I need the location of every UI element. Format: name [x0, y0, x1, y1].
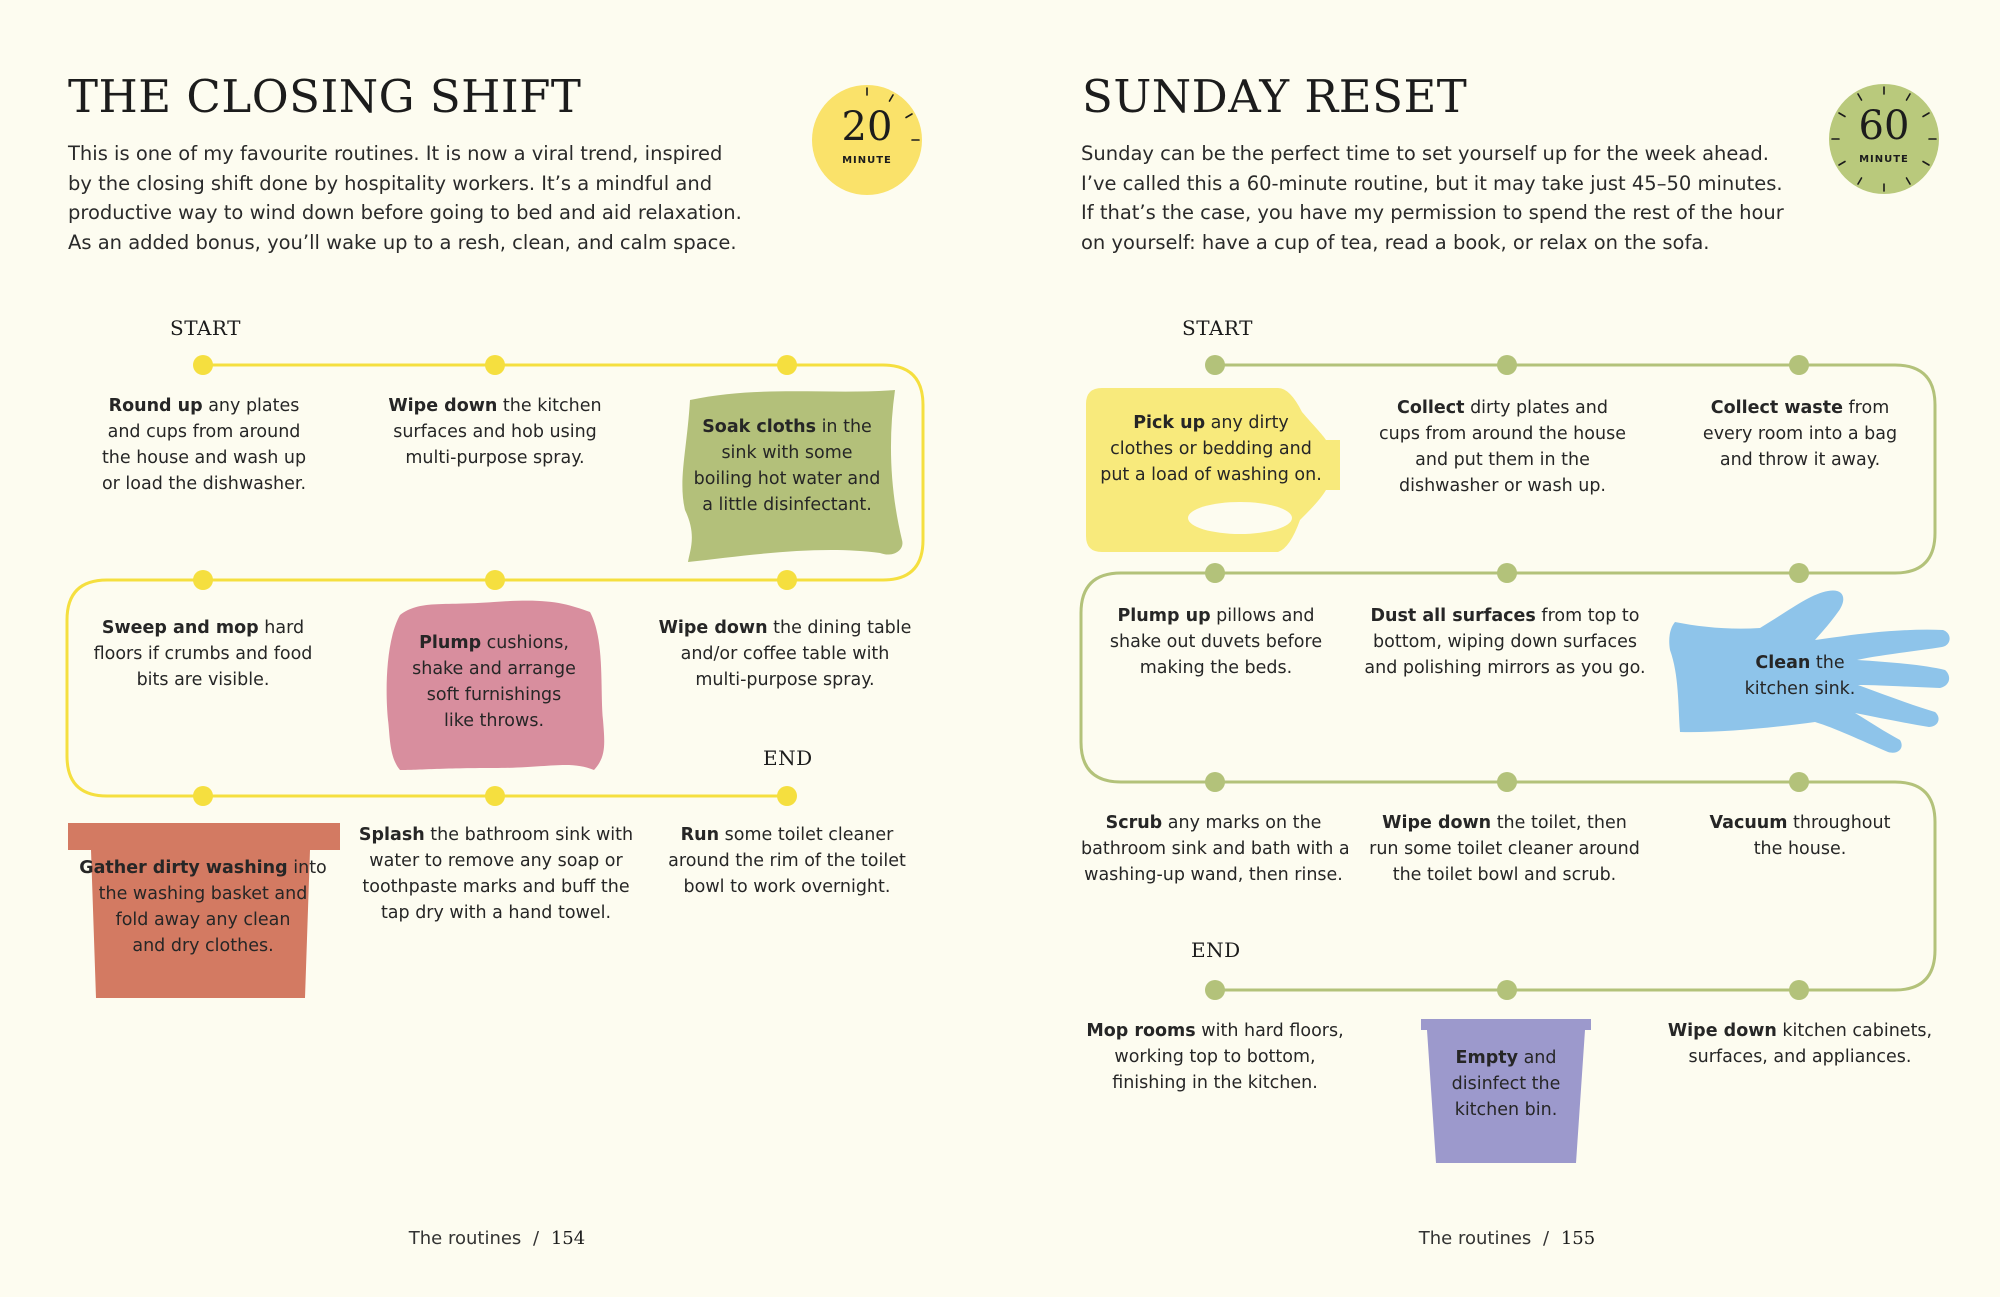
- step-text: the toilet, then: [1491, 813, 1627, 833]
- step-line: [74, 445, 334, 471]
- route-dot: [1205, 980, 1225, 1000]
- step-action: Scrub: [1105, 813, 1163, 833]
- step-action: Vacuum: [1709, 813, 1788, 833]
- step-line: [1430, 1045, 1582, 1071]
- step-text: and put them in the: [1415, 450, 1590, 470]
- step-8: [346, 822, 646, 926]
- step-9: [1670, 810, 1930, 862]
- step-line: [1086, 462, 1336, 488]
- route-dot: [193, 786, 213, 806]
- step-2: [365, 393, 625, 471]
- step-line: [74, 471, 334, 497]
- step-text: water to remove any soap or: [369, 851, 623, 871]
- step-line: [1355, 629, 1655, 655]
- step-text: and cups from around: [107, 422, 301, 442]
- step-text: bits are visible.: [136, 670, 270, 690]
- step-line: [1670, 836, 1930, 862]
- step-action: Run: [680, 825, 720, 845]
- step-line: [1355, 655, 1655, 681]
- step-action: Splash: [358, 825, 425, 845]
- step-text: and throw it away.: [1719, 450, 1881, 470]
- step-text: hard: [258, 618, 305, 638]
- step-line: [1362, 810, 1647, 836]
- step-line: [346, 822, 646, 848]
- step-line: [646, 874, 928, 900]
- route-dot: [1789, 563, 1809, 583]
- step-text: a little disinfectant.: [702, 495, 872, 515]
- step-line: [1670, 810, 1930, 836]
- step-line: [1430, 1097, 1582, 1123]
- page-number: 154: [550, 1228, 586, 1249]
- step-text: the dining table: [767, 618, 912, 638]
- step-text: the toilet bowl and scrub.: [1392, 865, 1617, 885]
- step-text: floors if crumbs and food: [93, 644, 313, 664]
- intro-line: I’ve called this a 60-minute routine, but it may take just 45–50 minutes.: [1081, 171, 1783, 195]
- step-text: kitchen sink.: [1744, 679, 1856, 699]
- step-line: [78, 907, 328, 933]
- step-line: [1085, 655, 1347, 681]
- step-text: shake out duvets before: [1109, 632, 1323, 652]
- footer-section: The routines: [408, 1228, 522, 1249]
- step-line: [1430, 1071, 1582, 1097]
- step-action: Plump: [419, 633, 482, 653]
- step-line: [346, 900, 646, 926]
- step-line: [1360, 447, 1645, 473]
- step-line: [1081, 836, 1350, 862]
- step-action: Wipe down: [388, 396, 498, 416]
- step-action: Wipe down: [1667, 1021, 1777, 1041]
- step-text: the washing basket and: [98, 884, 308, 904]
- intro-paragraph: [68, 139, 742, 257]
- step-text: dirty plates and: [1464, 398, 1608, 418]
- intro-paragraph: [1081, 139, 1784, 257]
- route-dot: [1497, 772, 1517, 792]
- step-line: [1362, 862, 1647, 888]
- page-number: 155: [1560, 1228, 1596, 1249]
- end-label: END: [763, 746, 813, 770]
- step-line: [78, 881, 328, 907]
- step-line: [672, 466, 902, 492]
- step-text: every room into a bag: [1702, 424, 1898, 444]
- step-text: the kitchen: [497, 396, 602, 416]
- start-label: START: [1182, 316, 1253, 340]
- step-text: surfaces, and appliances.: [1688, 1047, 1912, 1067]
- step-line: [1660, 1018, 1940, 1044]
- step-text: kitchen cabinets,: [1776, 1021, 1933, 1041]
- step-text: or load the dishwasher.: [101, 474, 307, 494]
- intro-line: by the closing shift done by hospitality workers. It’s a mindful and: [68, 171, 713, 195]
- step-line: [1085, 629, 1347, 655]
- intro-line: If that’s the case, you have my permission to spend the rest of the hour: [1081, 201, 1784, 224]
- duration-unit: MINUTE: [1859, 154, 1909, 165]
- step-text: from top to: [1535, 606, 1640, 626]
- route-dot: [193, 355, 213, 375]
- bottle-handle-hole: [1188, 502, 1292, 534]
- step-text: and/or coffee table with: [680, 644, 890, 664]
- route-dot: [1789, 772, 1809, 792]
- step-1: [74, 393, 334, 497]
- step-text: run some toilet cleaner around: [1369, 839, 1640, 859]
- step-4: [1700, 650, 1900, 702]
- step-7: [1081, 810, 1350, 888]
- route-dot: [1205, 563, 1225, 583]
- step-line: [672, 414, 902, 440]
- step-text: disinfect the: [1451, 1074, 1561, 1094]
- step-line: [78, 855, 328, 881]
- step-text: washing-up wand, then rinse.: [1084, 865, 1343, 885]
- footer-section: The routines: [1418, 1228, 1532, 1249]
- step-text: cups from around the house: [1379, 424, 1626, 444]
- step-line: [650, 641, 920, 667]
- step-text: dishwasher or wash up.: [1399, 476, 1606, 496]
- intro-line: As an added bonus, you’ll wake up to a resh, clean, and calm space.: [68, 230, 737, 254]
- step-action: Collect: [1397, 398, 1465, 418]
- duration-value: 60: [1858, 103, 1910, 149]
- step-action: Sweep and mop: [101, 618, 259, 638]
- step-text: and polishing mirrors as you go.: [1364, 658, 1646, 678]
- step-line: [1660, 1044, 1940, 1070]
- route-dot: [777, 355, 797, 375]
- step-text: bathroom sink and bath with a: [1081, 839, 1350, 859]
- step-line: [1355, 603, 1655, 629]
- step-text: fold away any clean: [115, 910, 291, 930]
- step-text: throughout: [1787, 813, 1891, 833]
- step-6: [72, 615, 334, 693]
- step-text: shake and arrange: [412, 659, 576, 679]
- step-line: [1085, 603, 1347, 629]
- step-line: [365, 393, 625, 419]
- step-text: pillows and: [1210, 606, 1315, 626]
- step-line: [1080, 1070, 1350, 1096]
- page-title: SUNDAY RESET: [1082, 70, 1468, 123]
- step-action: Gather dirty washing: [79, 858, 288, 878]
- step-line: [346, 874, 646, 900]
- step-text: with hard floors,: [1195, 1021, 1344, 1041]
- step-text: the bathroom sink with: [424, 825, 634, 845]
- route-dot: [777, 786, 797, 806]
- step-line: [650, 667, 920, 693]
- step-text: any marks on the: [1162, 813, 1322, 833]
- step-line: [646, 848, 928, 874]
- step-line: [1081, 810, 1346, 836]
- start-label: START: [170, 316, 241, 340]
- step-action: Plump up: [1117, 606, 1211, 626]
- step-line: [346, 848, 646, 874]
- step-line: [365, 445, 625, 471]
- step-line: [365, 419, 625, 445]
- route-dot: [777, 570, 797, 590]
- step-line: [384, 630, 604, 656]
- step-text: around the rim of the toilet: [668, 851, 906, 871]
- step-5: [384, 630, 604, 734]
- step-11: [1430, 1045, 1582, 1123]
- intro-line: on yourself: have a cup of tea, read a book, or relax on the sofa.: [1081, 230, 1710, 254]
- step-line: [1081, 862, 1346, 888]
- step-line: [1362, 836, 1647, 862]
- route-dot: [193, 570, 213, 590]
- step-text: put a load of washing on.: [1100, 465, 1322, 485]
- step-text: the: [1810, 653, 1845, 673]
- step-text: bowl to work overnight.: [683, 877, 891, 897]
- step-line: [1660, 447, 1940, 473]
- duration-badge: [812, 85, 922, 195]
- page-title: THE CLOSING SHIFT: [68, 70, 582, 123]
- page-footer: [367, 1228, 627, 1249]
- step-text: toothpaste marks and buff the: [362, 877, 630, 897]
- step-line: [1080, 1018, 1350, 1044]
- step-3: [1660, 395, 1940, 473]
- step-text: sink with some: [721, 443, 853, 463]
- step-line: [1360, 473, 1645, 499]
- step-text: any dirty: [1205, 413, 1289, 433]
- step-text: soft furnishings: [426, 685, 562, 705]
- step-10: [1660, 1018, 1940, 1070]
- route-dot: [485, 786, 505, 806]
- step-line: [72, 667, 334, 693]
- step-text: clothes or bedding and: [1110, 439, 1312, 459]
- step-2: [1360, 395, 1645, 499]
- step-text: and dry clothes.: [132, 936, 274, 956]
- step-line: [384, 682, 604, 708]
- step-action: Round up: [108, 396, 203, 416]
- step-text: the house.: [1753, 839, 1847, 859]
- step-line: [74, 419, 334, 445]
- step-line: [646, 822, 928, 848]
- step-text: and: [1518, 1048, 1557, 1068]
- route-dot: [1789, 980, 1809, 1000]
- step-line: [672, 440, 902, 466]
- page-footer: [1377, 1228, 1637, 1249]
- step-line: [1080, 1044, 1350, 1070]
- step-line: [1360, 395, 1645, 421]
- duration-badge: [1829, 84, 1939, 194]
- step-line: [384, 708, 604, 734]
- route-dot: [1789, 355, 1809, 375]
- intro-line: This is one of my favourite routines. It is now a viral trend, inspired: [68, 142, 723, 165]
- step-action: Wipe down: [658, 618, 768, 638]
- step-text: multi-purpose spray.: [695, 670, 875, 690]
- step-12: [1080, 1018, 1350, 1096]
- step-line: [1700, 676, 1900, 702]
- end-label: END: [1191, 938, 1241, 962]
- route-dot: [1497, 355, 1517, 375]
- step-line: [72, 615, 334, 641]
- step-action: Mop rooms: [1086, 1021, 1196, 1041]
- step-text: some toilet cleaner: [719, 825, 894, 845]
- step-9: [646, 822, 928, 900]
- step-action: Soak cloths: [702, 417, 816, 437]
- step-text: making the beds.: [1139, 658, 1293, 678]
- step-text: boiling hot water and: [693, 469, 881, 489]
- step-5: [1355, 603, 1655, 681]
- step-line: [1360, 421, 1645, 447]
- step-text: finishing in the kitchen.: [1112, 1073, 1318, 1093]
- route-dot: [1497, 563, 1517, 583]
- step-action: Dust all surfaces: [1370, 606, 1536, 626]
- step-line: [74, 393, 334, 419]
- footer-separator: /: [1543, 1228, 1550, 1249]
- step-line: [78, 933, 328, 959]
- intro-line: Sunday can be the perfect time to set yourself up for the week ahead.: [1081, 142, 1769, 165]
- step-action: Empty: [1455, 1048, 1518, 1068]
- step-text: into: [287, 858, 327, 878]
- step-text: tap dry with a hand towel.: [380, 903, 612, 923]
- step-line: [1700, 650, 1900, 676]
- step-line: [1660, 421, 1940, 447]
- step-line: [1660, 395, 1940, 421]
- step-action: Pick up: [1133, 413, 1206, 433]
- route-dot: [485, 570, 505, 590]
- step-text: from: [1842, 398, 1890, 418]
- route-dot: [1497, 980, 1517, 1000]
- step-7: [78, 855, 328, 959]
- duration-unit: MINUTE: [842, 155, 892, 166]
- step-1: [1086, 410, 1336, 488]
- page-sunday-reset: [1000, 0, 2000, 1297]
- step-text: kitchen bin.: [1454, 1100, 1558, 1120]
- step-line: [1086, 436, 1336, 462]
- route-dot: [1205, 772, 1225, 792]
- step-line: [384, 656, 604, 682]
- route-dot: [1205, 355, 1225, 375]
- step-text: surfaces and hob using: [393, 422, 597, 442]
- footer-separator: /: [533, 1228, 540, 1249]
- step-action: Clean: [1755, 653, 1811, 673]
- step-line: [1086, 410, 1336, 436]
- step-action: Collect waste: [1710, 398, 1843, 418]
- step-text: the house and wash up: [101, 448, 307, 468]
- route-dot: [485, 355, 505, 375]
- step-text: like throws.: [443, 711, 545, 731]
- step-text: in the: [816, 417, 872, 437]
- intro-line: productive way to wind down before going to bed and aid relaxation.: [68, 201, 742, 224]
- step-text: bottom, wiping down surfaces: [1373, 632, 1637, 652]
- step-action: Wipe down: [1382, 813, 1492, 833]
- step-line: [672, 492, 902, 518]
- step-text: working top to bottom,: [1114, 1047, 1316, 1067]
- step-8: [1362, 810, 1647, 888]
- step-3: [672, 414, 902, 518]
- step-text: any plates: [202, 396, 300, 416]
- step-4: [650, 615, 920, 693]
- duration-value: 20: [841, 104, 893, 150]
- step-text: multi-purpose spray.: [405, 448, 585, 468]
- step-line: [72, 641, 334, 667]
- step-line: [650, 615, 920, 641]
- step-text: cushions,: [481, 633, 569, 653]
- step-6: [1085, 603, 1347, 681]
